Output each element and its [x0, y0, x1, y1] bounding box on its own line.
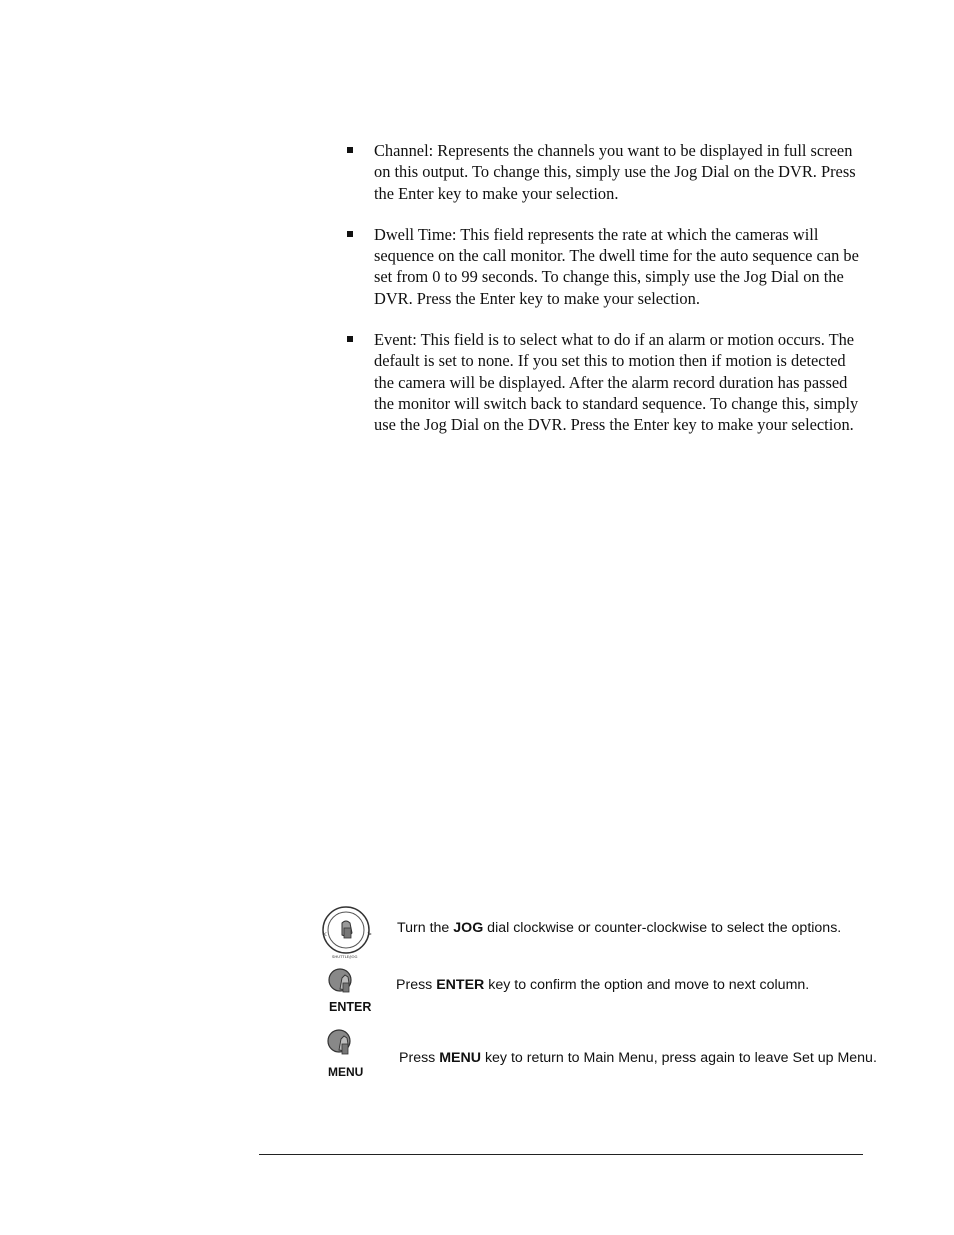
enter-instruction-text: Press ENTER key to confirm the option and move to next column.: [396, 977, 810, 993]
enter-instruction-row: [300, 966, 920, 1018]
jog-instruction-text: Turn the JOG dial clockwise or counter-clockwise to select the options.: [397, 920, 842, 936]
footer-divider: [259, 1154, 863, 1155]
bullet-text: Dwell Time: This field represents the rate at which the cameras will sequence on the call monitor. The dwell time for the auto sequence can be set from 0 to 99 seconds. To change this, simply use the Jog Dial on the DVR. Press the Enter key to make your selection.: [374, 224, 859, 308]
jog-instruction-row: [300, 903, 920, 961]
bullet-item-channel: [346, 140, 866, 204]
jog-key-name: JOG: [453, 920, 484, 936]
enter-key-name: ENTER: [436, 977, 485, 993]
bullet-item-event: [346, 329, 866, 435]
menu-key-name: MENU: [439, 1050, 481, 1066]
bullet-item-dwell-time: [346, 224, 866, 309]
svg-text:<: <: [322, 931, 328, 938]
menu-key-icon: [325, 1026, 365, 1062]
bullet-text: Channel: Represents the channels you want to be displayed in full screen on this output. To change this, simply use the Jog Dial on the DVR. Press the Enter key to make your selection.: [374, 141, 856, 203]
bullet-text: Event: This field is to select what to do if an alarm or motion occurs. The default is set to none. If you set this to motion then if motion is detected the camera will be displayed. After the alarm record duration has passed the monitor will switch back to standard sequence. To change this, simply use the Jog Dial on the DVR. Press the Enter key to make your selection.: [374, 330, 859, 435]
jog-dial-icon: [314, 903, 384, 961]
bullet-square-icon: [347, 336, 353, 342]
enter-key-label: ENTER: [329, 1000, 372, 1014]
svg-text:>: >: [367, 931, 373, 938]
bullet-list: [346, 140, 866, 456]
menu-instruction-text: Press MENU key to return to Main Menu, press again to leave Set up Menu.: [399, 1050, 877, 1066]
menu-instruction-row: [300, 1026, 920, 1081]
menu-key-label: MENU: [328, 1065, 364, 1079]
enter-key-icon: [326, 966, 366, 1000]
bullet-square-icon: [347, 231, 353, 237]
bullet-square-icon: [347, 147, 353, 153]
dial-label: SHUTTLE/JOG: [332, 954, 358, 959]
